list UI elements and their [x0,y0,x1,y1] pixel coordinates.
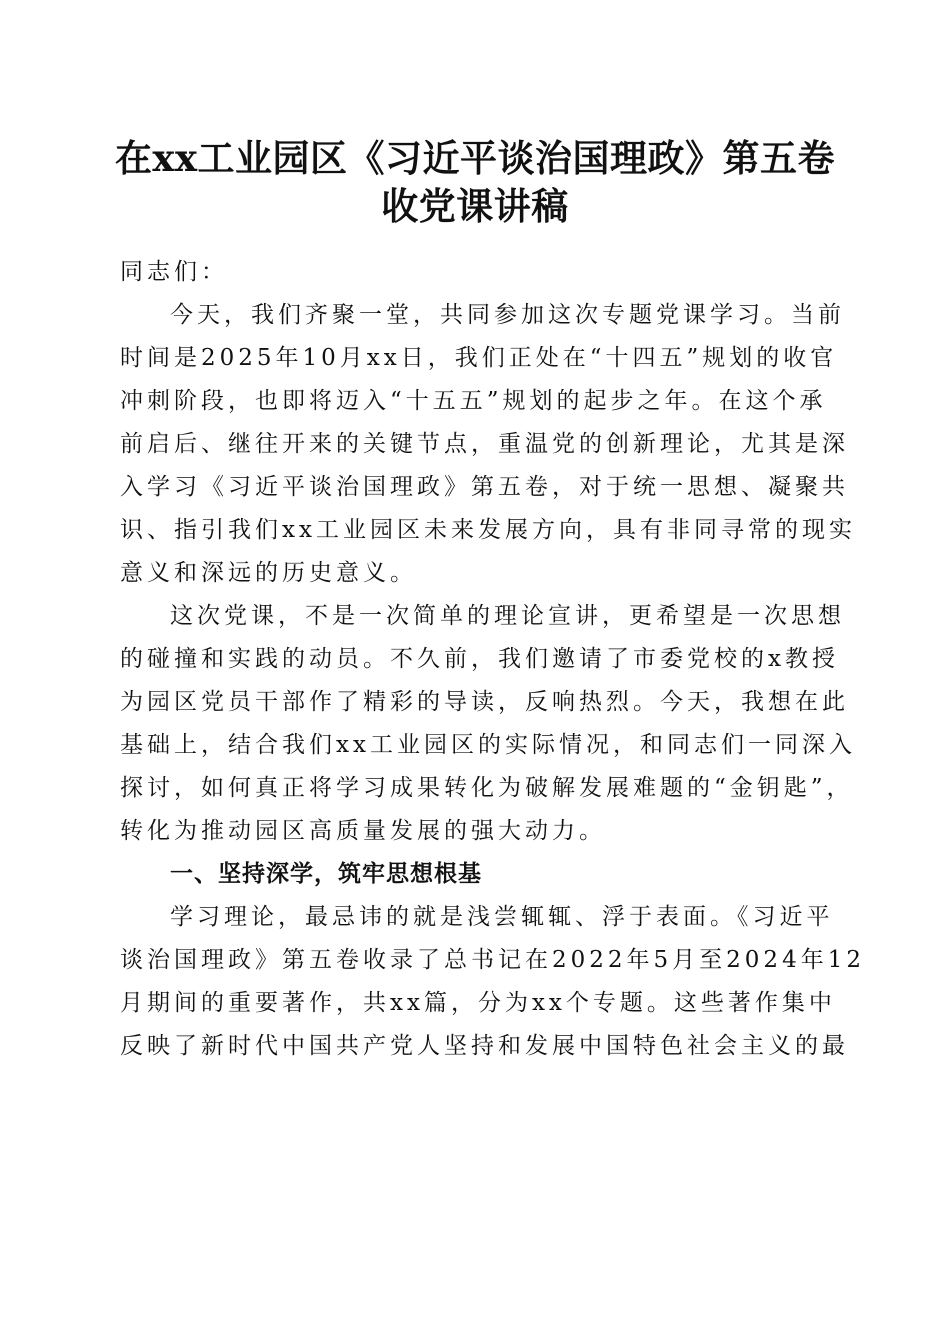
paragraph-line: 前启后、继往开来的关键节点，重温党的创新理论，尤其是深 [120,431,849,457]
paragraph-line: 识、指引我们xx工业园区未来发展方向，具有非同寻常的现实 [120,517,856,543]
paragraph-line: 意义和深远的历史意义。 [120,560,417,586]
paragraph-line: 探讨，如何真正将学习成果转化为破解发展难题的“金钥匙”， [120,775,854,801]
title-line: 在xx工业园区《习近平谈治国理政》第五卷 [114,136,836,180]
document-body [120,251,865,1068]
paragraph-line: 为园区党员干部作了精彩的导读，反响热烈。今天，我想在此 [120,689,849,715]
paragraph-line: 谈治国理政》第五卷收录了总书记在2022年5月至2024年12 [120,947,865,973]
document-title [0,134,950,230]
paragraph-line: 入学习《习近平谈治国理政》第五卷，对于统一思想、凝聚共 [120,474,849,500]
paragraph-intro [120,294,856,595]
paragraph-line: 学习理论，最忌讳的就是浅尝辄辄、浮于表面。《习近平 [170,904,834,930]
paragraph-line: 今天，我们齐聚一堂，共同参加这次专题党课学习。当前 [170,302,845,328]
paragraph-purpose [120,595,856,853]
paragraph-line: 冲刺阶段，也即将迈入“十五五”规划的起步之年。在这个承 [120,388,827,414]
section-heading: 一、坚持深学，筑牢思想根基 [170,861,482,887]
paragraph-line: 的碰撞和实践的动员。不久前，我们邀请了市委党校的x教授 [120,646,839,672]
paragraph-line: 月期间的重要著作，共xx篇，分为xx个专题。这些著作集中 [120,990,836,1016]
paragraph-line: 基础上，结合我们xx工业园区的实际情况，和同志们一同深入 [120,732,856,758]
salutation: 同志们： [120,259,228,285]
paragraph-line: 转化为推动园区高质量发展的强大动力。 [120,818,606,844]
paragraph-line: 时间是2025年10月xx日，我们正处在“十四五”规划的收官 [120,345,838,371]
paragraph-line: 反映了新时代中国共产党人坚持和发展中国特色社会主义的最 [120,1033,849,1059]
paragraph-line: 这次党课，不是一次简单的理论宣讲，更希望是一次思想 [170,603,845,629]
title-line: 收党课讲稿 [381,184,569,228]
paragraph-section-one [120,896,865,1068]
